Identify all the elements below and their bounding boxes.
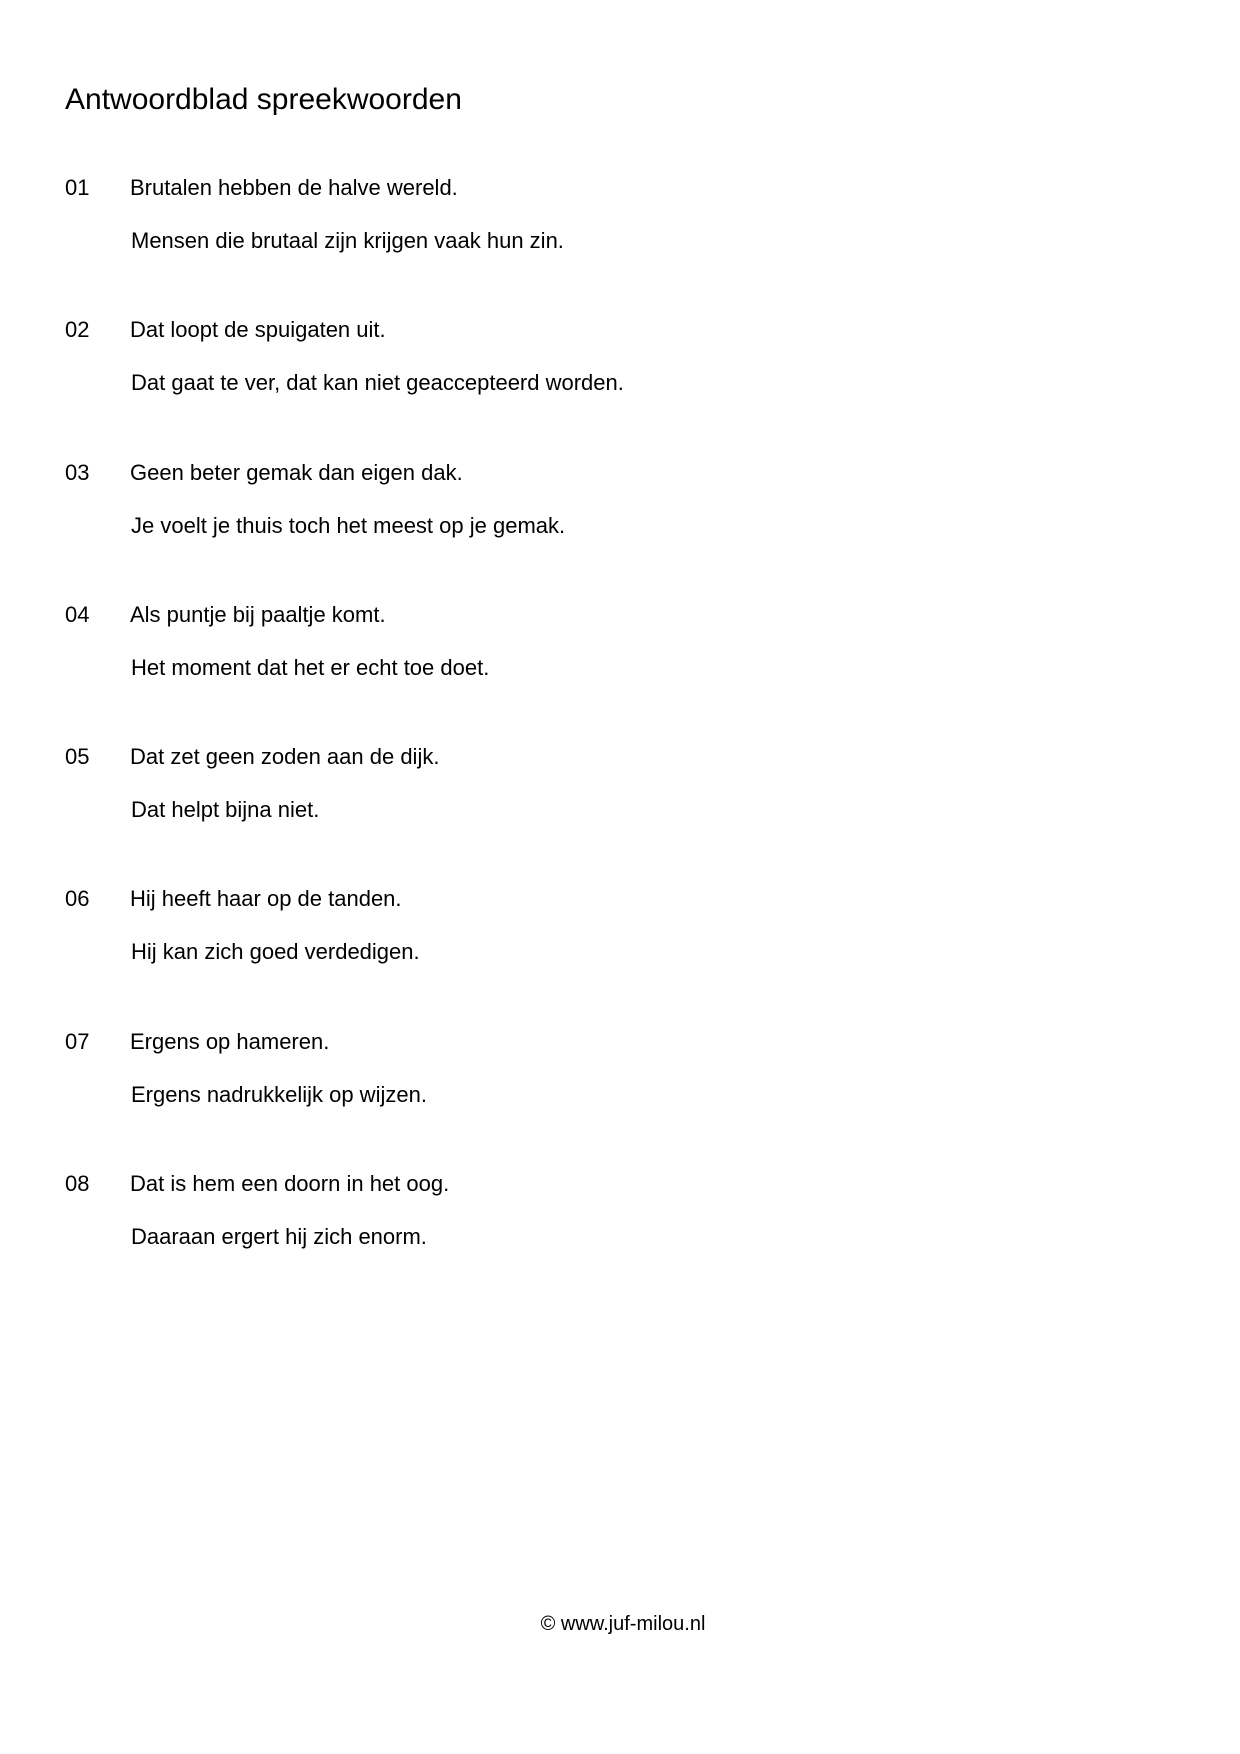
entry-meaning: Ergens nadrukkelijk op wijzen.	[131, 1081, 427, 1107]
entry-meaning: Daaraan ergert hij zich enorm.	[131, 1224, 427, 1250]
proverb-entry	[65, 317, 1165, 459]
entry-proverb: Dat is hem een doorn in het oog.	[130, 1171, 450, 1197]
entry-meaning: Je voelt je thuis toch het meest op je gemak.	[131, 512, 566, 538]
entry-proverb: Als puntje bij paaltje komt.	[130, 601, 386, 627]
copyright-footer: © www.juf-milou.nl	[540, 1613, 706, 1635]
proverb-entry	[65, 602, 1165, 744]
entry-meaning: Dat helpt bijna niet.	[131, 797, 320, 823]
entry-number: 05	[65, 744, 90, 770]
proverb-entry	[65, 886, 1165, 1028]
page-title: Antwoordblad spreekwoorden	[65, 83, 462, 116]
entry-proverb: Brutalen hebben de halve wereld.	[130, 175, 458, 200]
entry-proverb: Dat loopt de spuigaten uit.	[130, 317, 386, 343]
entry-proverb: Geen beter gemak dan eigen dak.	[130, 459, 463, 485]
entry-number: 08	[65, 1171, 90, 1197]
entry-number: 02	[65, 317, 90, 343]
entry-meaning: Het moment dat het er echt toe doet.	[131, 654, 490, 680]
entry-meaning: Dat gaat te ver, dat kan niet geaccepteerd worden.	[131, 370, 624, 396]
proverb-entry	[65, 1029, 1165, 1171]
entry-number: 04	[65, 601, 90, 627]
proverb-entry	[65, 744, 1165, 886]
entry-proverb: Ergens op hameren.	[130, 1028, 330, 1054]
entry-number: 01	[65, 175, 90, 200]
proverb-entry	[65, 1171, 1165, 1313]
proverb-entry	[65, 175, 1165, 317]
entry-number: 07	[65, 1028, 90, 1054]
entry-proverb: Dat zet geen zoden aan de dijk.	[130, 744, 440, 770]
entry-meaning: Mensen die brutaal zijn krijgen vaak hun zin.	[131, 228, 564, 253]
proverb-entry	[65, 460, 1165, 602]
entry-number: 06	[65, 886, 90, 912]
proverb-list	[65, 175, 1165, 1313]
entry-proverb: Hij heeft haar op de tanden.	[130, 886, 402, 912]
entry-number: 03	[65, 459, 90, 485]
entry-meaning: Hij kan zich goed verdedigen.	[131, 939, 420, 965]
